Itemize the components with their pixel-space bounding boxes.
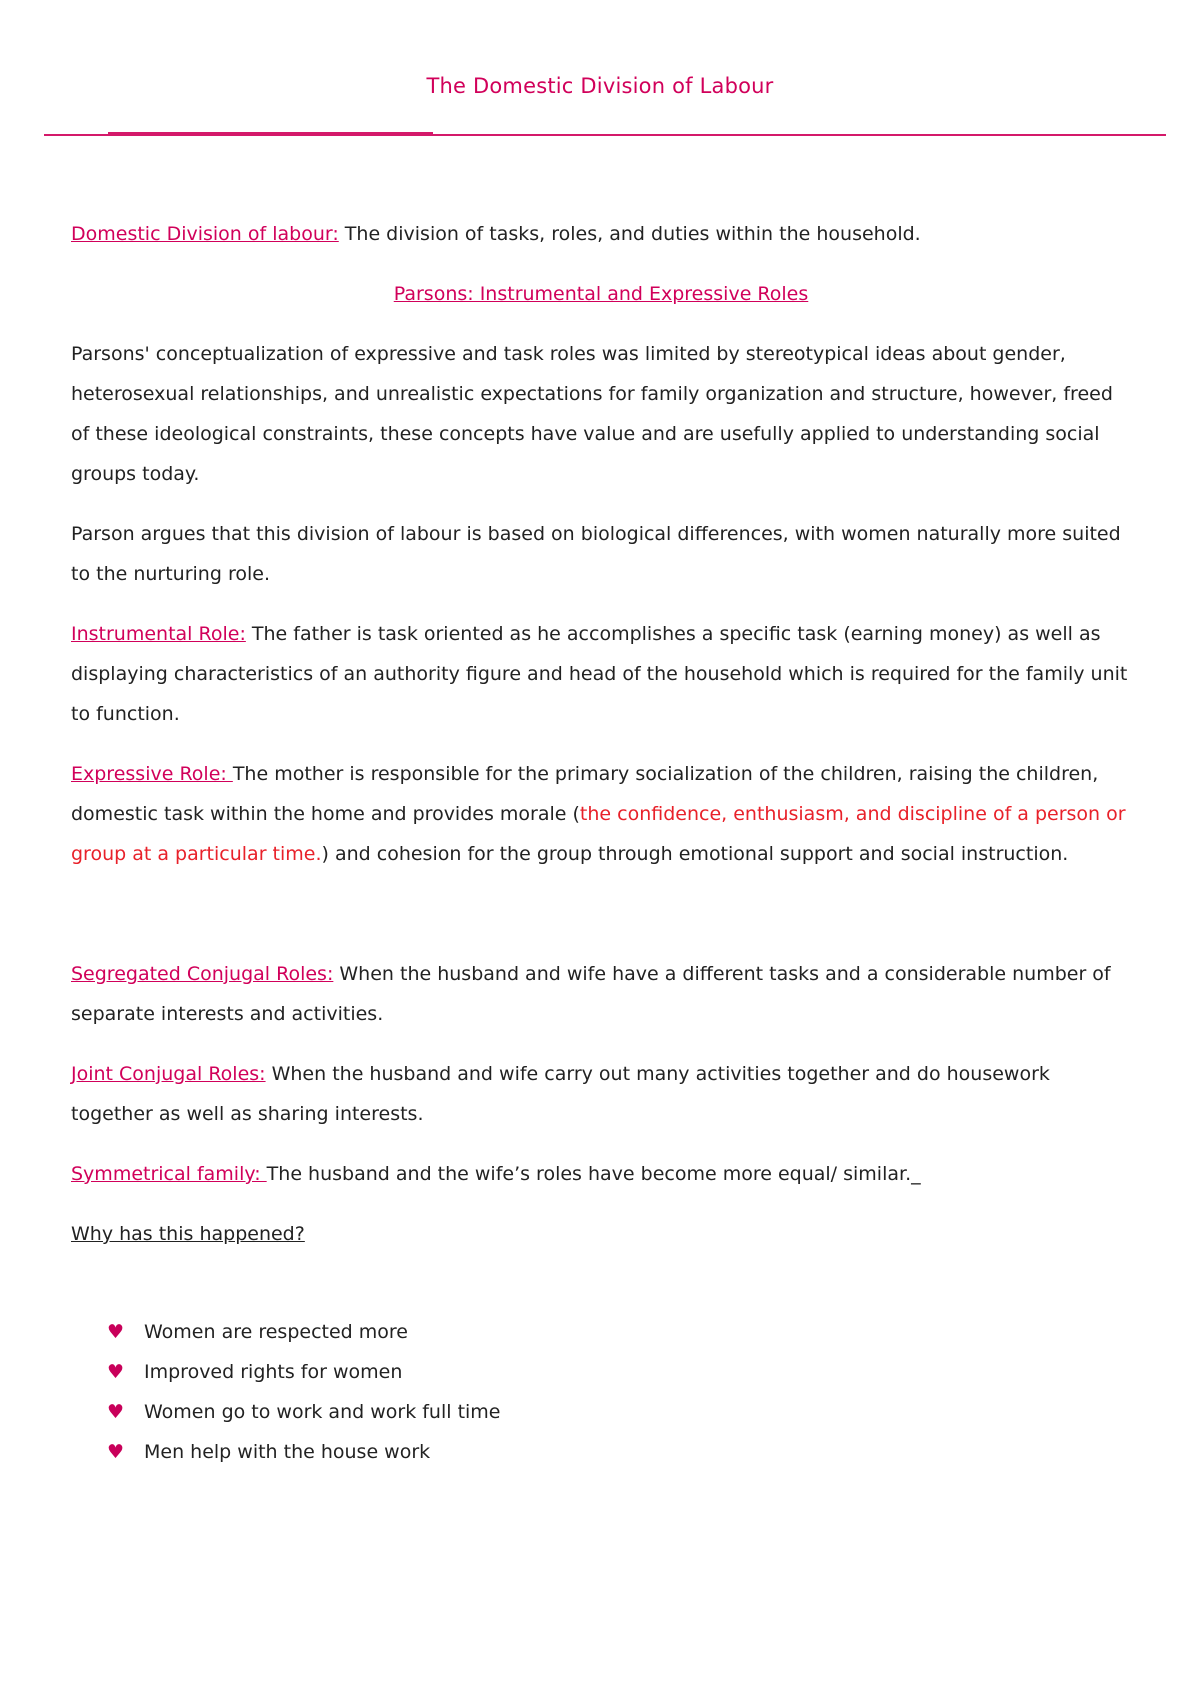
list-item-text: Men help with the house work xyxy=(144,1441,431,1463)
morale-definition-highlight: the confidence, enthusiasm, and discipline of a person or group at a particular time. xyxy=(71,803,1126,865)
list-item xyxy=(71,1432,1131,1472)
definition-text: The father is task oriented as he accomplishes a specific task (earning money) as well as displaying characteristics of an authority figure and head of the household which is required for the family unit to function. xyxy=(71,623,1128,725)
paragraph-conceptualization: Parsons' conceptualization of expressive and task roles was limited by stereotypical ideas about gender, heterosexual relationships, and unrealistic expectations for family organization and structure, however, freed of these ideological constraints, these concepts have value and are usefully applied to understanding social groups today. xyxy=(71,343,1113,485)
definition-symmetrical-family xyxy=(71,1154,1131,1194)
heart-icon: ♥ xyxy=(107,1401,125,1423)
term-symmetrical-family: Symmetrical family: xyxy=(71,1163,267,1185)
definition-domestic-division xyxy=(71,214,1131,254)
term-domestic-division: Domestic Division of labour: xyxy=(71,223,339,245)
list-item xyxy=(71,1312,1131,1352)
why-heading: Why has this happened? xyxy=(71,1223,305,1245)
section-heading-parsons xyxy=(71,274,1131,314)
definition-text: The husband and the wife’s roles have become more equal/ similar._ xyxy=(266,1163,921,1185)
definition-text: When the husband and wife have a different tasks and a considerable number of separate interests and activities. xyxy=(71,963,1111,1025)
definition-expressive-role xyxy=(71,754,1131,874)
list-item xyxy=(71,1352,1131,1392)
page-title: The Domestic Division of Labour xyxy=(426,74,774,98)
definition-text: The mother is responsible for the primary socialization of the children, raising the children, domestic task within the home and provides morale ( xyxy=(71,763,1099,825)
heart-icon: ♥ xyxy=(107,1361,125,1383)
term-segregated-conjugal-roles: Segregated Conjugal Roles: xyxy=(71,963,334,985)
parsons-heading: Parsons: Instrumental and Expressive Roles xyxy=(393,283,809,305)
heart-icon: ♥ xyxy=(107,1441,125,1463)
list-item-text: Improved rights for women xyxy=(144,1361,403,1383)
list-item xyxy=(71,1392,1131,1432)
definition-segregated-conjugal-roles xyxy=(71,954,1131,1034)
spacer xyxy=(71,894,1131,954)
document-body xyxy=(71,214,1131,1472)
definition-text: When the husband and wife carry out many activities together and do housework together as well as sharing interests. xyxy=(71,1063,1050,1125)
reasons-list xyxy=(71,1312,1131,1472)
definition-joint-conjugal-roles xyxy=(71,1054,1131,1134)
term-instrumental-role: Instrumental Role: xyxy=(71,623,246,645)
definition-instrumental-role xyxy=(71,614,1131,734)
heart-icon: ♥ xyxy=(107,1321,125,1343)
list-item-text: Women are respected more xyxy=(144,1321,408,1343)
definition-text: The division of tasks, roles, and duties within the household. xyxy=(338,223,921,245)
term-joint-conjugal-roles: Joint Conjugal Roles: xyxy=(71,1063,266,1085)
title-divider-accent xyxy=(108,132,433,136)
definition-text: ) and cohesion for the group through emotional support and social instruction. xyxy=(321,843,1069,865)
list-item-text: Women go to work and work full time xyxy=(144,1401,501,1423)
term-expressive-role: Expressive Role: xyxy=(71,763,233,785)
paragraph-biological: Parson argues that this division of labour is based on biological differences, with women naturally more suited to the nurturing role. xyxy=(71,523,1121,585)
